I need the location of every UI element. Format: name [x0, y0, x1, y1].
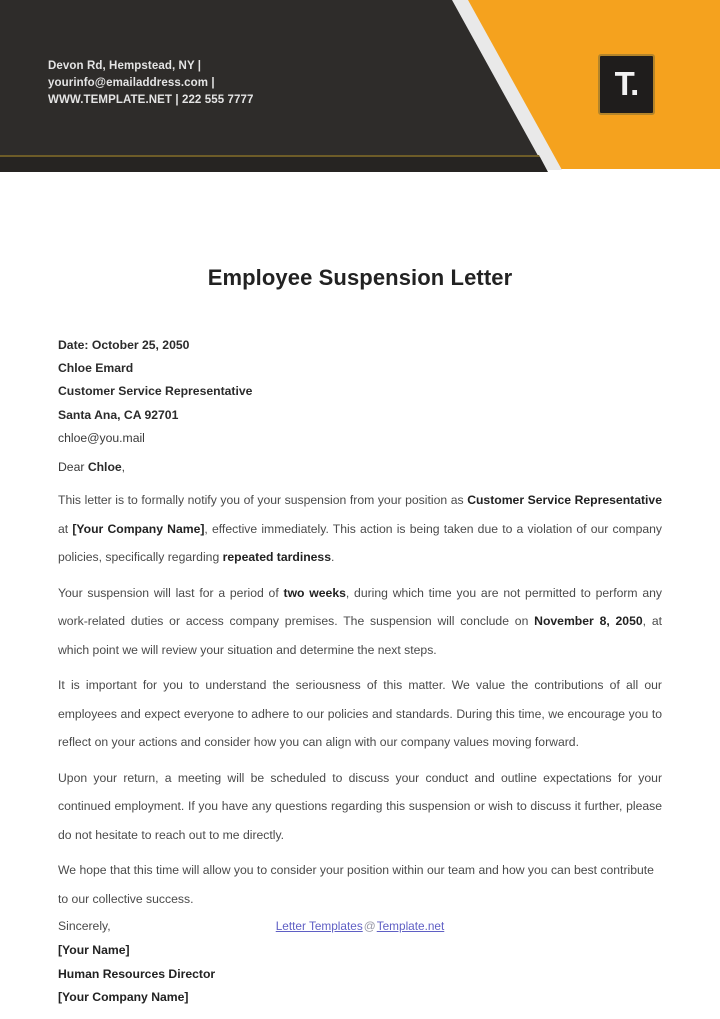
footer-attribution	[0, 919, 720, 933]
p1-part-c: at	[58, 521, 73, 536]
paragraph-2	[58, 579, 662, 665]
page-title: Employee Suspension Letter	[207, 265, 513, 290]
recipient-email: chloe@you.mail	[58, 430, 145, 445]
salutation	[58, 456, 662, 479]
recipient-location: Santa Ana, CA 92701	[58, 407, 179, 422]
p2-duration: two weeks	[283, 585, 346, 600]
letterhead-header	[0, 0, 720, 172]
template-net-link[interactable]: Template.net	[376, 919, 445, 933]
p1-part-g: .	[331, 550, 335, 565]
paragraph-3: It is important for you to understand the seriousness of this matter. We value the contributions of all our employees and expect everyone to adhere to our policies and standards. During this time, we encourage you to reflect on your actions and consider how you can align with our company values moving forward.	[58, 678, 662, 750]
recipient-title: Customer Service Representative	[58, 384, 253, 399]
salutation-name: Chloe	[87, 460, 122, 475]
salutation-prefix: Dear	[58, 460, 88, 475]
contact-address-line: Devon Rd, Hempstead, NY |	[48, 60, 202, 72]
letter-body	[58, 334, 662, 1010]
letter-date: Date: October 25, 2050	[58, 338, 190, 352]
contact-website-phone-line: WWW.TEMPLATE.NET | 222 555 7777	[48, 94, 254, 106]
letter-templates-link[interactable]: Letter Templates	[275, 919, 363, 933]
header-contact-block	[48, 58, 378, 109]
p2-part-a: Your suspension will last for a period of	[58, 585, 284, 600]
p1-job-title: Customer Service Representative	[467, 493, 662, 508]
logo-t-glyph: T.	[614, 65, 639, 102]
p1-part-a: This letter is to formally notify you of your suspension from your position as	[58, 493, 468, 508]
p1-part-e: , effective immediately. This action is being taken due to a violation of our company policies, specifically regarding	[58, 521, 662, 565]
paragraph-1	[58, 486, 662, 572]
p1-violation-reason: repeated tardiness	[222, 550, 331, 565]
at-separator: @	[363, 919, 376, 933]
recipient-name: Chloe Emard	[58, 361, 134, 376]
p2-part-e: , at which point we will review your situation and determine the next steps.	[58, 614, 663, 657]
contact-email-line: yourinfo@emailaddress.com |	[48, 77, 215, 89]
template-net-logo	[598, 54, 655, 115]
signature-role: Human Resources Director	[58, 966, 216, 981]
signature-company: [Your Company Name]	[58, 990, 189, 1005]
paragraph-4: Upon your return, a meeting will be scheduled to discuss your conduct and outline expectations for your continued employment. If you have any questions regarding this suspension or wish to discuss it further, please do not hesitate to reach out to me directly.	[58, 770, 662, 842]
salutation-suffix: ,	[121, 460, 126, 475]
p2-part-c: , during which time you are not permitted to perform any work-related duties or access company premises. The suspension will conclude on	[58, 585, 663, 629]
paragraph-5: We hope that this time will allow you to consider your position within our team and how you can best contribute to our collective success.	[58, 863, 654, 906]
p2-end-date: November 8, 2050	[534, 614, 643, 629]
p1-company-placeholder: [Your Company Name]	[72, 521, 205, 536]
signature-name: [Your Name]	[58, 943, 130, 958]
closing-salutation: Sincerely,	[58, 919, 111, 934]
